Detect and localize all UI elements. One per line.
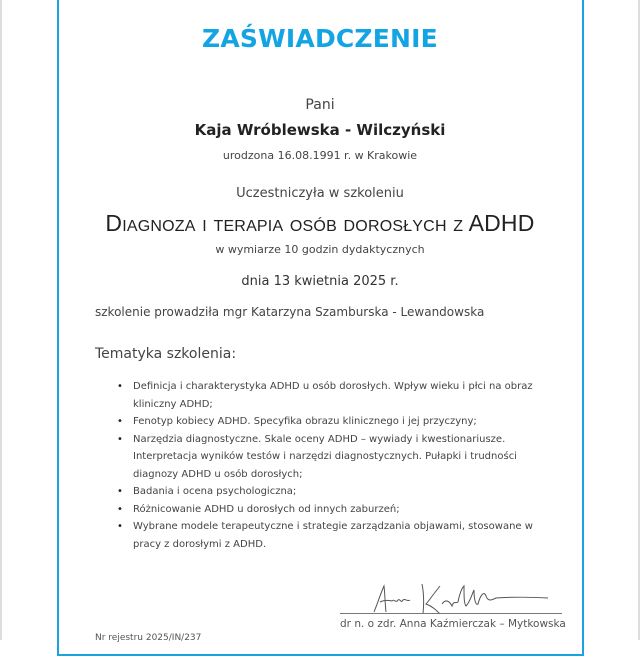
signatory-name: dr n. o zdr. Anna Kaźmierczak – Mytkowska bbox=[340, 618, 566, 630]
signature-image bbox=[370, 582, 550, 616]
topic-item bbox=[117, 501, 547, 519]
registry-number: Nr rejestru 2025/IN/237 bbox=[95, 633, 202, 643]
topic-text: Definicja i charakterystyka ADHD u osób dorosłych. Wpływ wieku i płci na obraz kliniczny ADHD; bbox=[133, 381, 533, 410]
salutation: Pani bbox=[305, 97, 335, 113]
topics-heading: Tematyka szkolenia: bbox=[95, 346, 237, 362]
topics-list bbox=[117, 378, 547, 553]
topic-text: Wybrane modele terapeutyczne i strategie zarządzania objawami, stosowane w pracy z dorosłymi z ADHD. bbox=[133, 521, 533, 550]
certificate-title: ZAŚWIADCZENIE bbox=[202, 24, 438, 53]
trainer-info: szkolenie prowadziła mgr Katarzyna Szamburska - Lewandowska bbox=[95, 305, 485, 319]
topic-item bbox=[117, 431, 547, 484]
bullet-icon: • bbox=[117, 433, 123, 445]
course-date: dnia 13 kwietnia 2025 r. bbox=[241, 274, 399, 289]
bullet-icon: • bbox=[117, 503, 123, 515]
topic-item bbox=[117, 518, 547, 553]
bullet-icon: • bbox=[117, 381, 123, 392]
birth-info: urodzona 16.08.1991 r. w Krakowie bbox=[222, 149, 418, 162]
participant-name: Kaja Wróblewska - Wilczyński bbox=[194, 121, 446, 139]
topic-item bbox=[117, 413, 547, 431]
topic-text: Fenotyp kobiecy ADHD. Specyfika obrazu klinicznego i jej przyczyny; bbox=[133, 416, 477, 427]
topic-text: Narzędzia diagnostyczne. Skale oceny ADHD – wywiady i kwestionariusze. Interpretacja wyników testów i narzędzi diagnostycznych. Pułapki i trudności diagnozy ADHD u osób dorosłych; bbox=[133, 433, 517, 480]
participation-text: Uczestniczyła w szkoleniu bbox=[236, 186, 404, 201]
bullet-icon: • bbox=[117, 416, 123, 427]
signature-line bbox=[340, 613, 562, 614]
topic-item bbox=[117, 378, 547, 413]
course-title: Diagnoza i terapia osób dorosłych z ADHD bbox=[105, 210, 535, 236]
page-edge-left bbox=[0, 0, 2, 640]
topic-text: Różnicowanie ADHD u dorosłych od innych zaburzeń; bbox=[133, 503, 400, 515]
topic-item bbox=[117, 483, 547, 501]
course-hours: w wymiarze 10 godzin dydaktycznych bbox=[215, 243, 425, 256]
bullet-icon: • bbox=[117, 521, 123, 532]
bullet-icon: • bbox=[117, 486, 123, 497]
topic-text: Badania i ocena psychologiczna; bbox=[133, 486, 297, 497]
